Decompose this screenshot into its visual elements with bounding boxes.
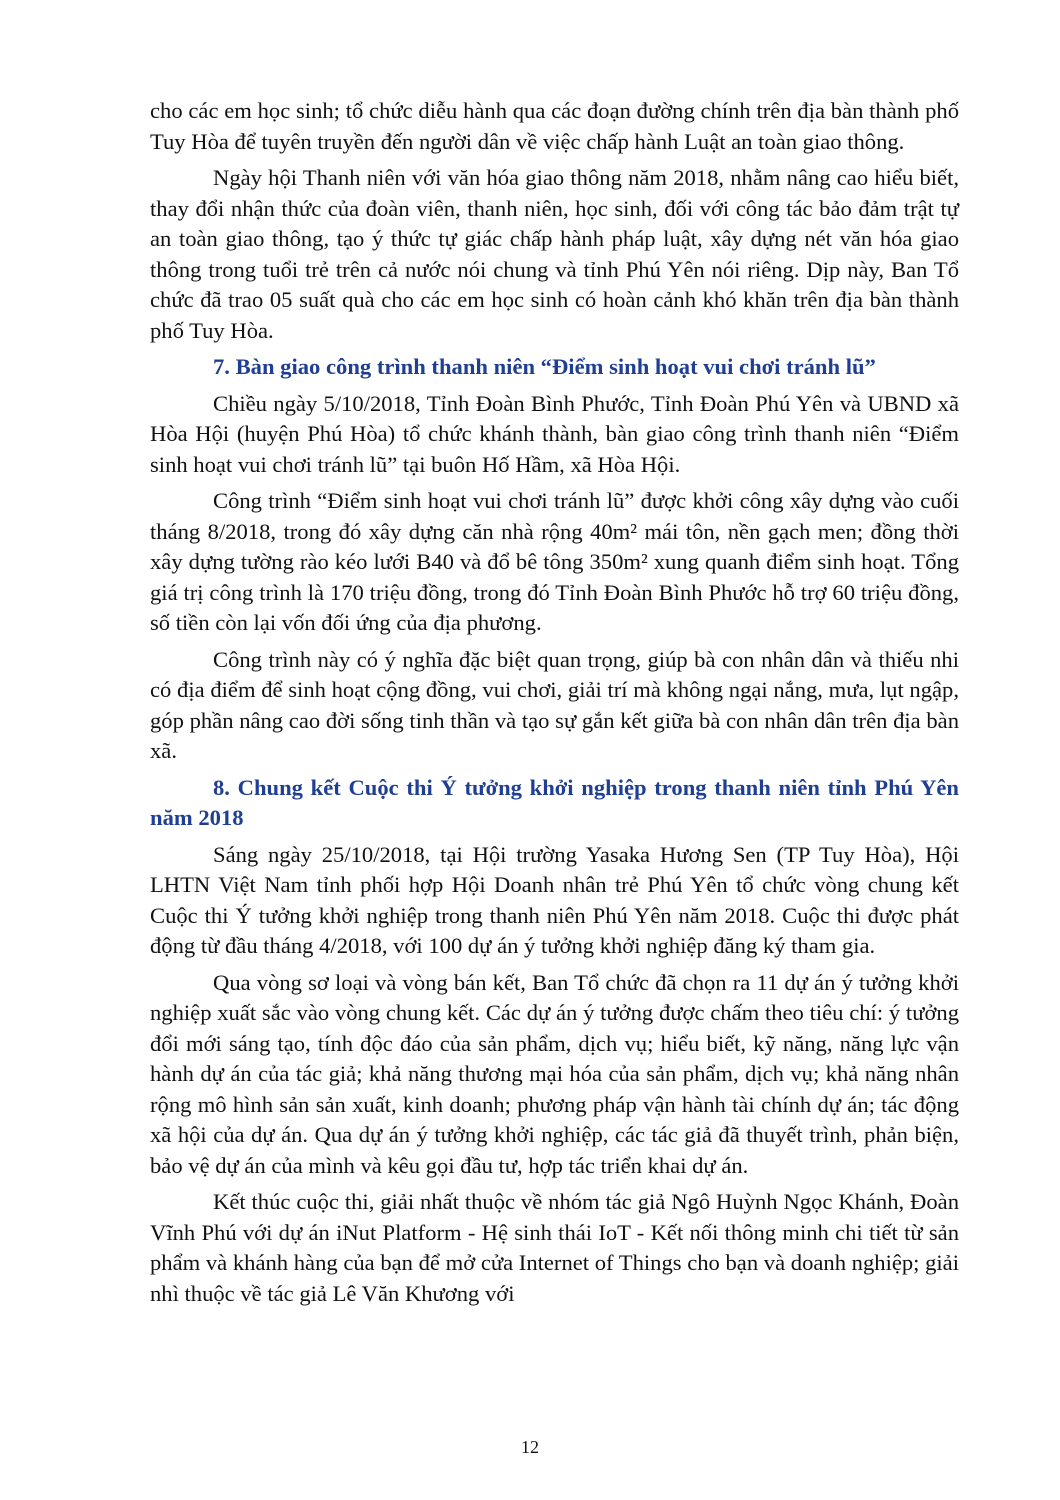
paragraph: Chiều ngày 5/10/2018, Tỉnh Đoàn Bình Phước, Tỉnh Đoàn Phú Yên và UBND xã Hòa Hội (huyện Phú Hòa) tổ chức khánh thành, bàn giao công trình thanh niên “Điểm sinh hoạt vui chơi tránh lũ” tại buôn Hố Hầm, xã Hòa Hội. [150,390,959,477]
section-heading-8: 8. Chung kết Cuộc thi Ý tưởng khởi nghiệp trong thanh niên tỉnh Phú Yên năm 2018 [150,774,959,830]
paragraph: Công trình “Điểm sinh hoạt vui chơi tránh lũ” được khởi công xây dựng vào cuối tháng 8/2018, trong đó xây dựng căn nhà rộng 40m² mái tôn, nền gạch men; đồng thời xây dựng tường rào kéo lưới B40 và đổ bê tông 350m² xung quanh điểm sinh hoạt. Tổng giá trị công trình là 170 triệu đồng, trong đó Tỉnh Đoàn Bình Phước hỗ trợ 60 triệu đồng, số tiền còn lại vốn đối ứng của địa phương. [150,488,959,635]
paragraph: Ngày hội Thanh niên với văn hóa giao thông năm 2018, nhằm nâng cao hiểu biết, thay đổi nhận thức của đoàn viên, thanh niên, học sinh, đối với công tác bảo đảm trật tự an toàn giao thông, tạo ý thức tự giác chấp hành pháp luật, xây dựng nét văn hóa giao thông trong tuổi trẻ trên cả nước nói chung và tỉnh Phú Yên nói riêng. Dịp này, Ban Tổ chức đã trao 05 suất quà cho các em học sinh có hoàn cảnh khó khăn trên địa bàn thành phố Tuy Hòa. [150,165,959,343]
section-heading-7: 7. Bàn giao công trình thanh niên “Điểm sinh hoạt vui chơi tránh lũ” [213,354,876,379]
page-number: 12 [521,1437,539,1457]
paragraph: Kết thúc cuộc thi, giải nhất thuộc về nhóm tác giả Ngô Huỳnh Ngọc Khánh, Đoàn Vĩnh Phú với dự án iNut Platform - Hệ sinh thái IoT - Kết nối thông minh chi tiết từ sản phẩm và khánh hàng của bạn để mở cửa Internet of Things cho bạn và doanh nghiệp; giải nhì thuộc về tác giả Lê Văn Khương với [150,1189,959,1306]
paragraph: Sáng ngày 25/10/2018, tại Hội trường Yasaka Hương Sen (TP Tuy Hòa), Hội LHTN Việt Nam tỉnh phối hợp Hội Doanh nhân trẻ Phú Yên tổ chức vòng chung kết Cuộc thi Ý tưởng khởi nghiệp trong thanh niên Phú Yên năm 2018. Cuộc thi được phát động từ đầu tháng 4/2018, với 100 dự án ý tưởng khởi nghiệp đăng ký tham gia. [150,841,959,958]
paragraph: Qua vòng sơ loại và vòng bán kết, Ban Tổ chức đã chọn ra 11 dự án ý tưởng khởi nghiệp xuất sắc vào vòng chung kết. Các dự án ý tưởng được chấm theo tiêu chí: ý tưởng đổi mới sáng tạo, tính độc đáo của sản phẩm, dịch vụ; hiểu biết, kỹ năng, năng lực vận hành dự án của tác giả; khả năng thương mại hóa của sản phẩm, dịch vụ; khả năng nhân rộng mô hình sản sản xuất, kinh doanh; phương pháp vận hành tài chính dự án; tác động xã hội của dự án. Qua dự án ý tưởng khởi nghiệp, các tác giả đã thuyết trình, phản biện, bảo vệ dự án của mình và kêu gọi đầu tư, hợp tác triển khai dự án. [150,969,959,1178]
paragraph: Công trình này có ý nghĩa đặc biệt quan trọng, giúp bà con nhân dân và thiếu nhi có địa điểm để sinh hoạt cộng đồng, vui chơi, giải trí mà không ngại nắng, mưa, lụt ngập, góp phần nâng cao đời sống tinh thần và tạo sự gắn kết giữa bà con nhân dân trên địa bàn xã. [150,646,959,763]
paragraph: cho các em học sinh; tổ chức diễu hành qua các đoạn đường chính trên địa bàn thành phố Tuy Hòa để tuyên truyền đến người dân về việc chấp hành Luật an toàn giao thông. [150,98,959,154]
